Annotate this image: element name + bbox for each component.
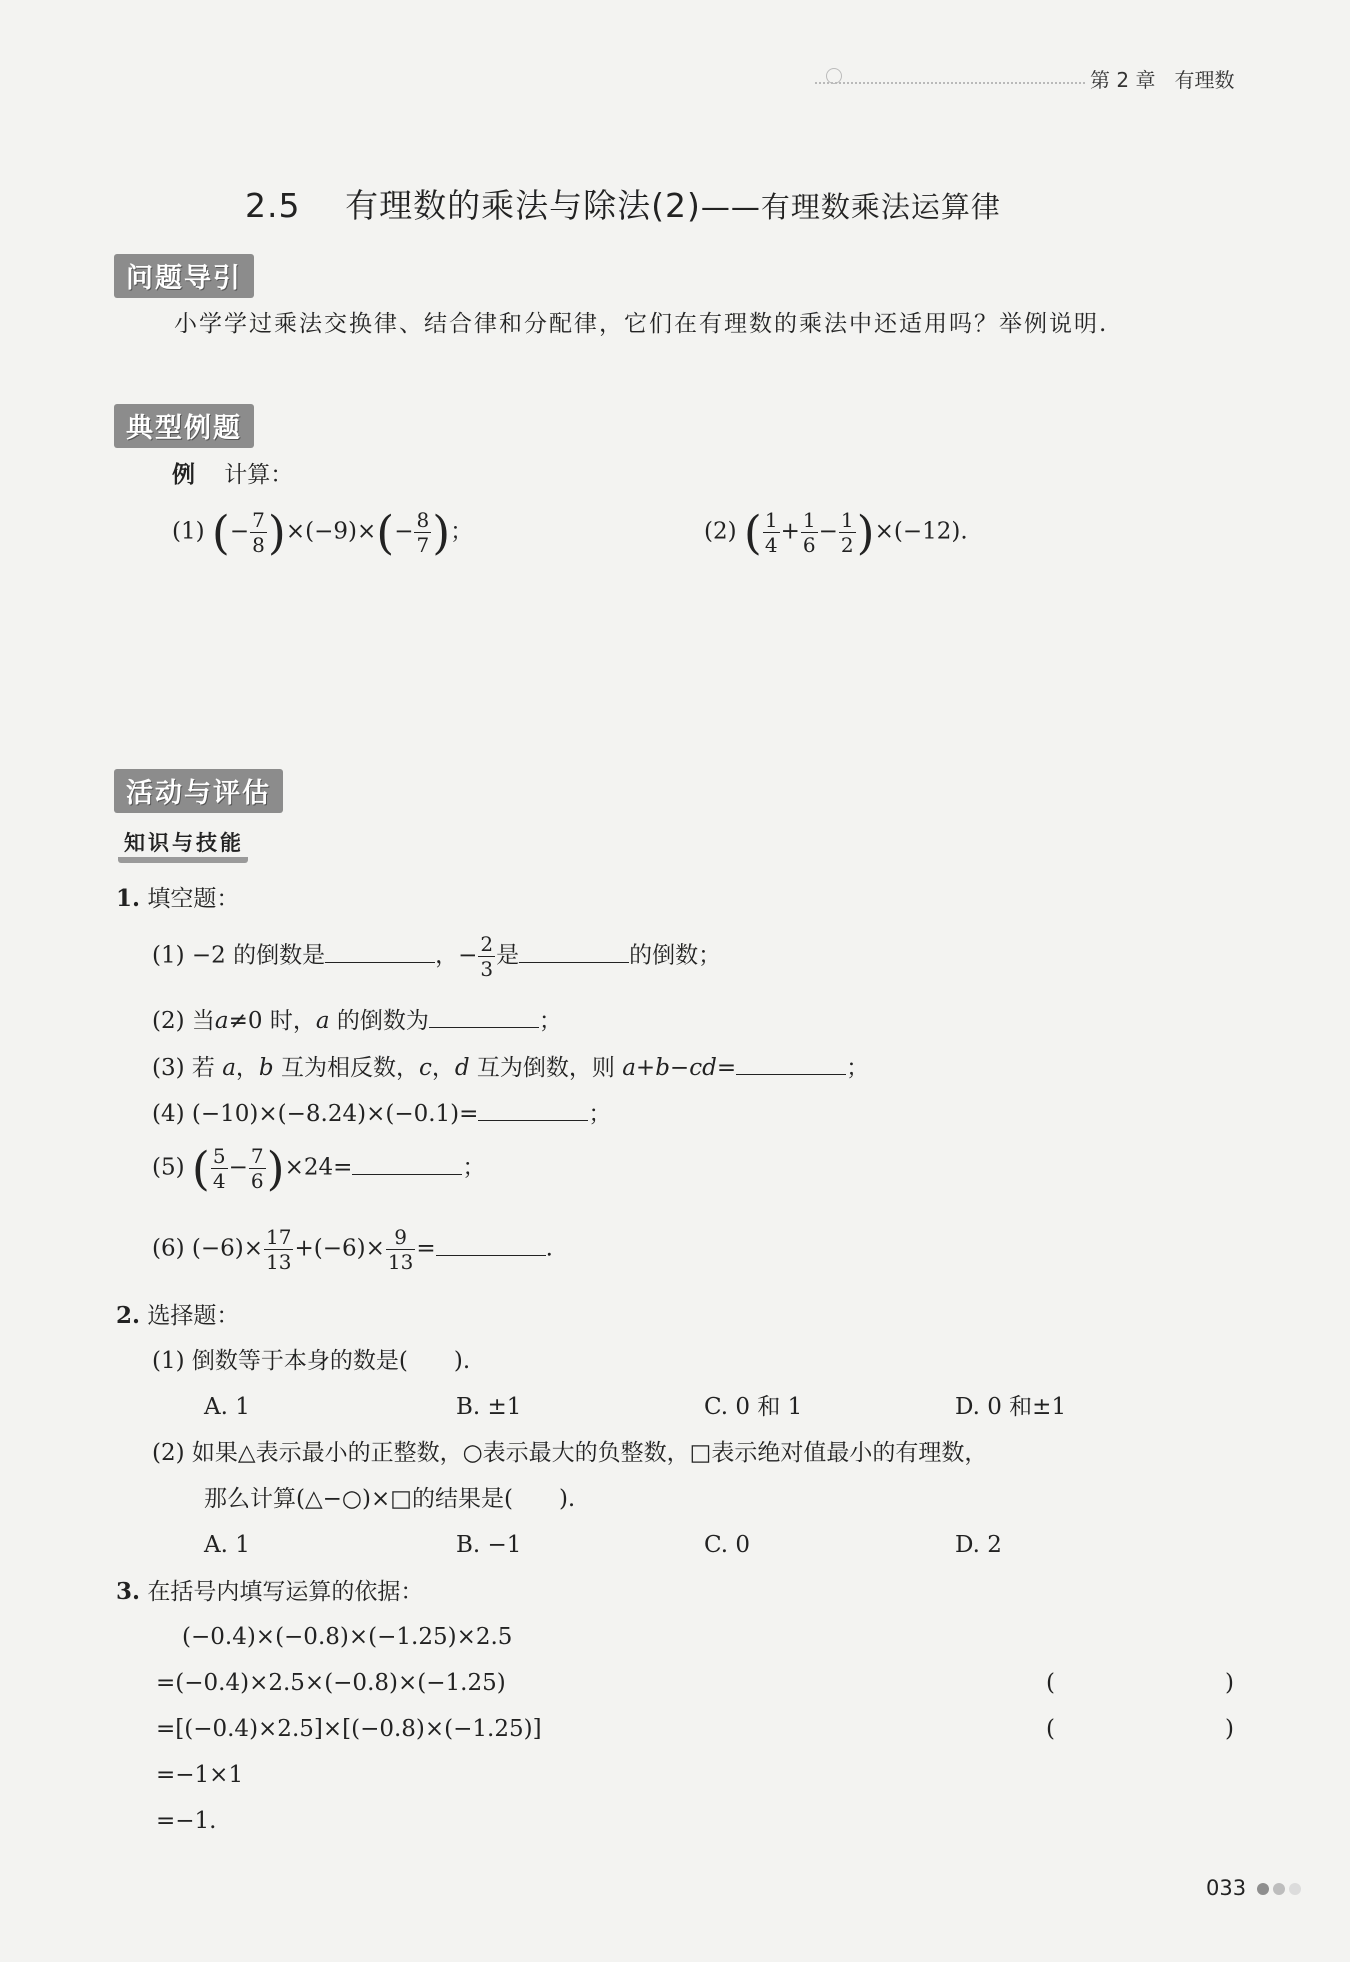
- question-1-item-1: (1) −2 的倒数是 ，− $\frac{2}{3}$ 是 的倒数；: [152, 932, 722, 981]
- answer-blank[interactable]: [352, 1156, 462, 1175]
- answer-blank[interactable]: [436, 1237, 546, 1256]
- title-main: 有理数的乘法与除法(2): [345, 186, 701, 225]
- dot-icon: [1257, 1883, 1269, 1895]
- question-1-item-6: (6) (−6)× $\frac{17}{13}$ +(−6)× $\frac{9}{13}$ = .: [152, 1225, 553, 1274]
- answer-blank[interactable]: [478, 1102, 588, 1121]
- header: [1090, 64, 1235, 93]
- fraction: $\frac{7}{6}$: [250, 1144, 264, 1193]
- example-2-label: (2): [704, 518, 737, 545]
- question-1-number: 1.: [116, 885, 141, 912]
- fraction: $\frac{1}{2}$: [840, 508, 854, 557]
- title-number: 2.5: [245, 186, 301, 225]
- section-subtag-skills: 知识与技能: [118, 827, 248, 863]
- question-3-label: 在括号内填写运算的依据：: [147, 1579, 424, 1605]
- answer-blank[interactable]: [325, 944, 435, 963]
- calc-line: =−1×1: [156, 1762, 244, 1788]
- dot-icon: [1289, 1883, 1301, 1895]
- fraction: $\frac{17}{13}$: [266, 1225, 292, 1274]
- example-label: 例: [172, 461, 195, 488]
- question-2-item-2: (2) 如果△表示最小的正整数，○表示最大的负整数，□表示绝对值最小的有理数，: [152, 1440, 988, 1466]
- reason-paren-close: ): [1225, 1716, 1234, 1742]
- calc-line: (−0.4)×(−0.8)×(−1.25)×2.5: [182, 1624, 513, 1650]
- question-1-label: 填空题：: [147, 886, 240, 912]
- page-number: 033: [1206, 1876, 1247, 1900]
- question-2-heading: [116, 1304, 239, 1328]
- section-tag-intro: 问题导引: [114, 254, 254, 298]
- question-2-item-2-cont: 那么计算(△−○)×□的结果是( ).: [204, 1486, 576, 1512]
- fraction: $\frac{1}{6}$: [802, 508, 816, 557]
- question-1-item-2: (2) 当a≠0 时，a 的倒数为 ；: [152, 1008, 562, 1034]
- question-3-heading: [116, 1580, 423, 1604]
- reason-paren-open: (: [1046, 1670, 1055, 1696]
- fraction: $\frac{2}{3}$: [480, 932, 494, 981]
- option-a[interactable]: A. 1: [204, 1532, 250, 1558]
- option-c[interactable]: C. 0 和 1: [704, 1394, 803, 1420]
- page-title: [245, 180, 1001, 227]
- answer-blank[interactable]: [519, 944, 629, 963]
- fraction: $\frac{8}{7}$: [416, 508, 430, 557]
- fraction: $\frac{9}{13}$: [387, 1225, 414, 1274]
- example-problem-1: (1) (− $\frac{7}{8}$ )×(−9)×(− $\frac{8}{7}$ )；: [172, 505, 474, 560]
- fraction: $\frac{1}{4}$: [764, 508, 778, 557]
- example-heading: [172, 463, 293, 487]
- section-tag-example: 典型例题: [114, 404, 254, 448]
- question-2-label: 选择题：: [147, 1303, 240, 1329]
- header-decoration: [815, 82, 1085, 84]
- header-chapter: 第 2 章: [1090, 68, 1156, 92]
- question-3-number: 3.: [116, 1578, 141, 1605]
- fraction: $\frac{7}{8}$: [252, 508, 265, 557]
- option-b[interactable]: B. ±1: [456, 1394, 522, 1420]
- question-1-item-4: (4) (−10)×(−8.24)×(−0.1)= ；: [152, 1101, 612, 1127]
- reason-paren-open: (: [1046, 1716, 1055, 1742]
- reason-blank[interactable]: [1060, 1718, 1220, 1744]
- example-problem-2: (2) ( $\frac{1}{4}$ + $\frac{1}{6}$ − $\frac{1}{2}$ )×(−12).: [704, 505, 968, 560]
- reason-paren-close: ): [1225, 1670, 1234, 1696]
- option-d[interactable]: D. 2: [955, 1532, 1002, 1558]
- question-1-item-3: (3) 若 a，b 互为相反数，c，d 互为倒数，则 a+b−cd= ；: [152, 1055, 870, 1081]
- intro-text: 小学学过乘法交换律、结合律和分配律，它们在有理数的乘法中还适用吗？举例说明.: [174, 311, 1109, 337]
- calc-line: =(−0.4)×2.5×(−0.8)×(−1.25): [156, 1670, 506, 1696]
- option-b[interactable]: B. −1: [456, 1532, 522, 1558]
- calc-line: =[(−0.4)×2.5]×[(−0.8)×(−1.25)]: [156, 1716, 542, 1742]
- page-number-area: [1206, 1876, 1301, 1900]
- example-prompt: 计算：: [224, 462, 294, 488]
- title-sub: ——有理数乘法运算律: [700, 190, 1001, 224]
- option-d[interactable]: D. 0 和±1: [955, 1394, 1067, 1420]
- question-2-number: 2.: [116, 1302, 141, 1329]
- question-1-item-5: (5) ( $\frac{5}{4}$ − $\frac{7}{6}$ )×24= ；: [152, 1141, 486, 1196]
- header-decoration-circle: [826, 68, 842, 84]
- answer-blank[interactable]: [736, 1056, 846, 1075]
- option-c[interactable]: C. 0: [704, 1532, 751, 1558]
- fraction: $\frac{5}{4}$: [212, 1144, 226, 1193]
- example-1-label: (1): [172, 518, 205, 545]
- calc-line: =−1.: [156, 1808, 217, 1834]
- answer-blank[interactable]: [429, 1009, 539, 1028]
- question-2-item-1: (1) 倒数等于本身的数是( ).: [152, 1348, 471, 1374]
- dot-icon: [1273, 1883, 1285, 1895]
- option-a[interactable]: A. 1: [204, 1394, 250, 1420]
- question-1-heading: [116, 887, 239, 911]
- section-tag-activity: 活动与评估: [114, 769, 283, 813]
- reason-blank[interactable]: [1060, 1672, 1220, 1698]
- header-topic: 有理数: [1174, 68, 1235, 92]
